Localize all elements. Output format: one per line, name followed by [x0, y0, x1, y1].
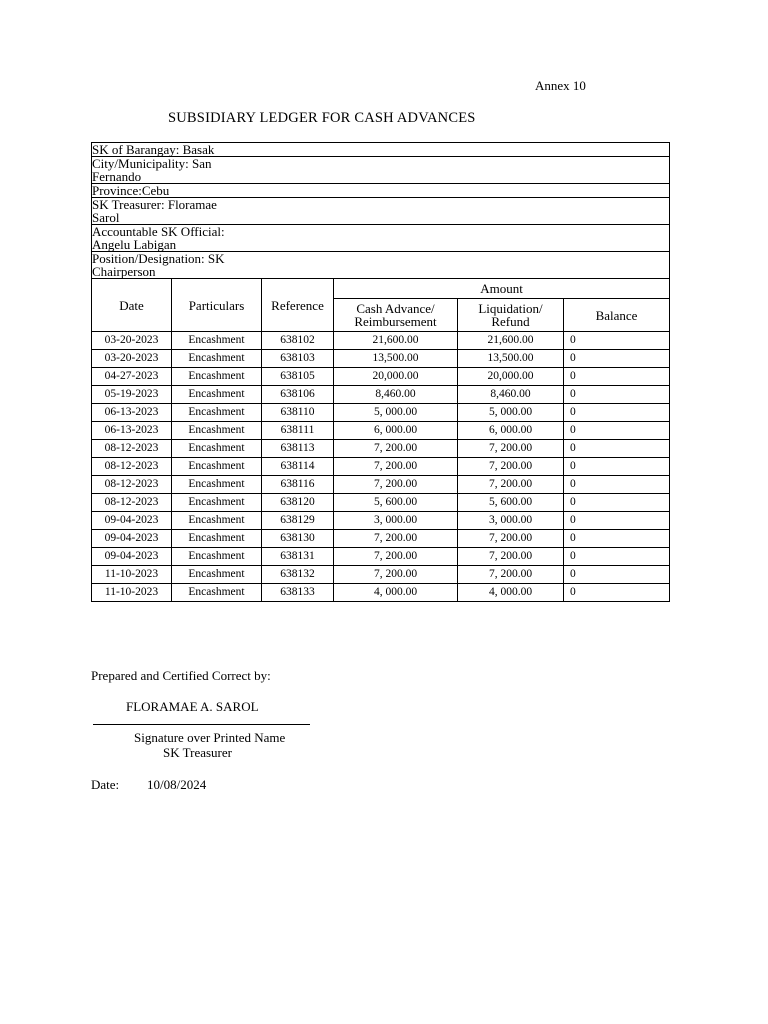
table-row	[92, 476, 670, 494]
cell-particulars: Encashment	[172, 548, 262, 566]
annex-label: Annex 10	[535, 78, 586, 93]
cell-balance: 0	[564, 566, 670, 584]
table-row	[92, 458, 670, 476]
table-row	[92, 494, 670, 512]
cell-particulars: Encashment	[172, 404, 262, 422]
cell-cash-advance: 7, 200.00	[334, 476, 458, 494]
cell-reference: 638132	[262, 566, 334, 584]
cell-cash-advance: 4, 000.00	[334, 584, 458, 602]
cell-reference: 638116	[262, 476, 334, 494]
info-treasurer: SK Treasurer: Floramae Sarol	[92, 198, 670, 225]
cell-particulars: Encashment	[172, 476, 262, 494]
cell-reference: 638110	[262, 404, 334, 422]
cell-balance: 0	[564, 440, 670, 458]
cell-cash-advance: 5, 600.00	[334, 494, 458, 512]
cell-cash-advance: 3, 000.00	[334, 512, 458, 530]
cell-liquidation: 4, 000.00	[458, 584, 564, 602]
cell-reference: 638106	[262, 386, 334, 404]
cell-date: 09-04-2023	[92, 530, 172, 548]
cell-particulars: Encashment	[172, 530, 262, 548]
cell-particulars: Encashment	[172, 422, 262, 440]
header-amount: Amount	[334, 279, 670, 299]
cell-balance: 0	[564, 584, 670, 602]
cell-cash-advance: 13,500.00	[334, 350, 458, 368]
table-row	[92, 584, 670, 602]
signature-caption: Signature over Printed Name	[134, 730, 286, 745]
cell-balance: 0	[564, 530, 670, 548]
cell-reference: 638114	[262, 458, 334, 476]
cell-cash-advance: 21,600.00	[334, 332, 458, 350]
header-date: Date	[92, 279, 172, 332]
cell-balance: 0	[564, 494, 670, 512]
cell-balance: 0	[564, 512, 670, 530]
cell-liquidation: 7, 200.00	[458, 458, 564, 476]
cell-liquidation: 21,600.00	[458, 332, 564, 350]
cell-balance: 0	[564, 350, 670, 368]
cell-liquidation: 7, 200.00	[458, 530, 564, 548]
cell-date: 06-13-2023	[92, 422, 172, 440]
cell-reference: 638105	[262, 368, 334, 386]
header-balance: Balance	[564, 299, 670, 332]
cell-date: 08-12-2023	[92, 458, 172, 476]
table-row	[92, 350, 670, 368]
cell-date: 08-12-2023	[92, 494, 172, 512]
date-value: 10/08/2024	[147, 777, 207, 792]
cell-cash-advance: 7, 200.00	[334, 440, 458, 458]
info-official: Accountable SK Official: Angelu Labigan	[92, 225, 670, 252]
table-row	[92, 548, 670, 566]
table-row	[92, 422, 670, 440]
cell-liquidation: 20,000.00	[458, 368, 564, 386]
info-position: Position/Designation: SK Chairperson	[92, 252, 670, 279]
info-city: City/Municipality: San Fernando	[92, 157, 670, 184]
table-row	[92, 566, 670, 584]
page-title: SUBSIDIARY LEDGER FOR CASH ADVANCES	[168, 110, 476, 126]
cell-liquidation: 7, 200.00	[458, 548, 564, 566]
date-label: Date:	[91, 777, 120, 792]
cell-date: 09-04-2023	[92, 512, 172, 530]
table-row	[92, 512, 670, 530]
cell-reference: 638111	[262, 422, 334, 440]
cell-date: 08-12-2023	[92, 476, 172, 494]
cell-balance: 0	[564, 458, 670, 476]
cell-particulars: Encashment	[172, 566, 262, 584]
table-row	[92, 440, 670, 458]
cell-particulars: Encashment	[172, 332, 262, 350]
table-row	[92, 332, 670, 350]
table-row	[92, 530, 670, 548]
cell-date: 04-27-2023	[92, 368, 172, 386]
cell-liquidation: 7, 200.00	[458, 440, 564, 458]
cell-cash-advance: 7, 200.00	[334, 548, 458, 566]
cell-balance: 0	[564, 332, 670, 350]
cell-date: 11-10-2023	[92, 584, 172, 602]
table-row	[92, 404, 670, 422]
cell-reference: 638130	[262, 530, 334, 548]
cell-cash-advance: 6, 000.00	[334, 422, 458, 440]
signer-role: SK Treasurer	[163, 745, 232, 760]
cell-date: 09-04-2023	[92, 548, 172, 566]
cell-particulars: Encashment	[172, 440, 262, 458]
cell-reference: 638102	[262, 332, 334, 350]
header-liquidation: Liquidation/ Refund	[458, 299, 564, 332]
prepared-by-label: Prepared and Certified Correct by:	[91, 668, 271, 683]
cell-cash-advance: 7, 200.00	[334, 566, 458, 584]
signer-name: FLORAMAE A. SAROL	[126, 699, 259, 714]
header-particulars: Particulars	[172, 279, 262, 332]
cell-reference: 638133	[262, 584, 334, 602]
cell-reference: 638120	[262, 494, 334, 512]
cell-liquidation: 7, 200.00	[458, 566, 564, 584]
cell-liquidation: 7, 200.00	[458, 476, 564, 494]
cell-liquidation: 13,500.00	[458, 350, 564, 368]
cell-liquidation: 8,460.00	[458, 386, 564, 404]
info-barangay: SK of Barangay: Basak	[92, 143, 670, 157]
cell-cash-advance: 7, 200.00	[334, 530, 458, 548]
cell-balance: 0	[564, 404, 670, 422]
cell-liquidation: 5, 000.00	[458, 404, 564, 422]
cell-cash-advance: 5, 000.00	[334, 404, 458, 422]
cell-date: 08-12-2023	[92, 440, 172, 458]
cell-particulars: Encashment	[172, 368, 262, 386]
cell-balance: 0	[564, 386, 670, 404]
cell-reference: 638113	[262, 440, 334, 458]
cell-reference: 638129	[262, 512, 334, 530]
table-row	[92, 368, 670, 386]
cell-date: 06-13-2023	[92, 404, 172, 422]
cell-cash-advance: 20,000.00	[334, 368, 458, 386]
cell-balance: 0	[564, 476, 670, 494]
cell-liquidation: 5, 600.00	[458, 494, 564, 512]
cell-particulars: Encashment	[172, 386, 262, 404]
cell-cash-advance: 7, 200.00	[334, 458, 458, 476]
cell-liquidation: 6, 000.00	[458, 422, 564, 440]
cell-particulars: Encashment	[172, 512, 262, 530]
cell-balance: 0	[564, 368, 670, 386]
header-cash-advance: Cash Advance/ Reimbursement	[334, 299, 458, 332]
cell-particulars: Encashment	[172, 494, 262, 512]
cell-particulars: Encashment	[172, 584, 262, 602]
cell-reference: 638131	[262, 548, 334, 566]
ledger-table	[91, 142, 670, 602]
cell-date: 03-20-2023	[92, 332, 172, 350]
cell-balance: 0	[564, 548, 670, 566]
header-reference: Reference	[262, 279, 334, 332]
cell-balance: 0	[564, 422, 670, 440]
cell-cash-advance: 8,460.00	[334, 386, 458, 404]
cell-date: 05-19-2023	[92, 386, 172, 404]
signature-line	[93, 724, 310, 725]
cell-particulars: Encashment	[172, 350, 262, 368]
cell-reference: 638103	[262, 350, 334, 368]
info-province: Province:Cebu	[92, 184, 670, 198]
cell-date: 11-10-2023	[92, 566, 172, 584]
table-row	[92, 386, 670, 404]
cell-date: 03-20-2023	[92, 350, 172, 368]
cell-liquidation: 3, 000.00	[458, 512, 564, 530]
cell-particulars: Encashment	[172, 458, 262, 476]
